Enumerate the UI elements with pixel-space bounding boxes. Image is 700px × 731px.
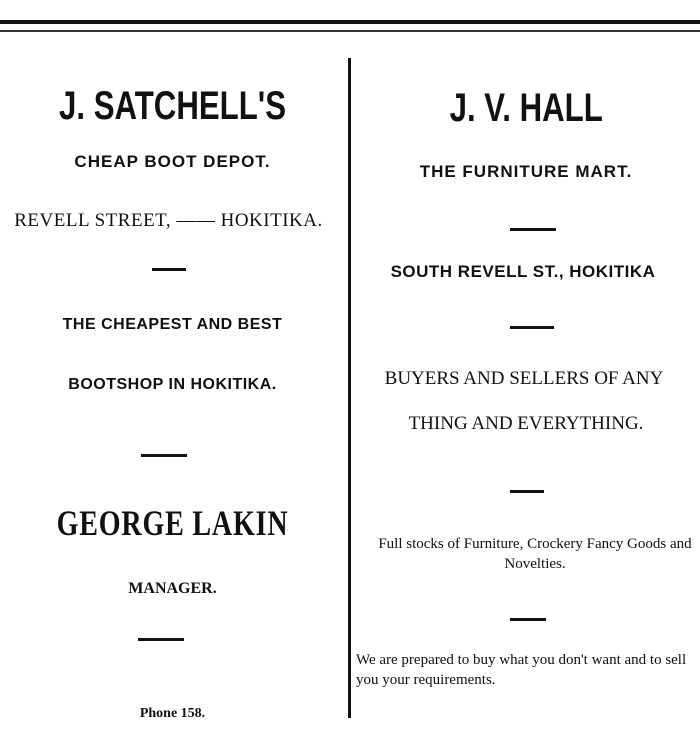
advert-subtitle: CHEAP BOOT DEPOT. (74, 152, 271, 171)
separator-rule (510, 618, 546, 621)
buyers-line: BUYERS AND SELLERS OF ANY (384, 368, 664, 389)
advert-subtitle: THE FURNITURE MART. (419, 162, 633, 181)
slogan-line: BOOTSHOP IN HOKITIKA. (68, 376, 277, 393)
separator-rule (138, 638, 184, 641)
slogan-line: THE CHEAPEST AND BEST (62, 316, 283, 333)
top-border-thick (0, 20, 700, 24)
advert-address: SOUTH REVELL ST., HOKITIKA (390, 262, 656, 281)
separator-rule (152, 268, 186, 271)
separator-rule (510, 490, 544, 493)
phone-number: Phone 158. (139, 706, 206, 721)
manager-name: GEORGE LAKIN (56, 503, 289, 543)
manager-role: MANAGER. (128, 580, 217, 597)
advert-title: J. V. HALL (449, 86, 603, 130)
separator-rule (510, 228, 556, 231)
separator-rule (510, 326, 554, 329)
top-border-thin (0, 30, 700, 32)
separator-rule (141, 454, 187, 457)
advert-address: REVELL STREET, —— HOKITIKA. (14, 210, 323, 231)
offer-paragraph: We are prepared to buy what you don't want and to sell you your requirements. (356, 652, 687, 688)
stock-description: Full stocks of Furniture, Crockery Fancy Goods and Novelties. (378, 536, 692, 572)
advert-title: J. SATCHELL'S (58, 84, 286, 128)
buyers-line: THING AND EVERYTHING. (408, 413, 644, 434)
